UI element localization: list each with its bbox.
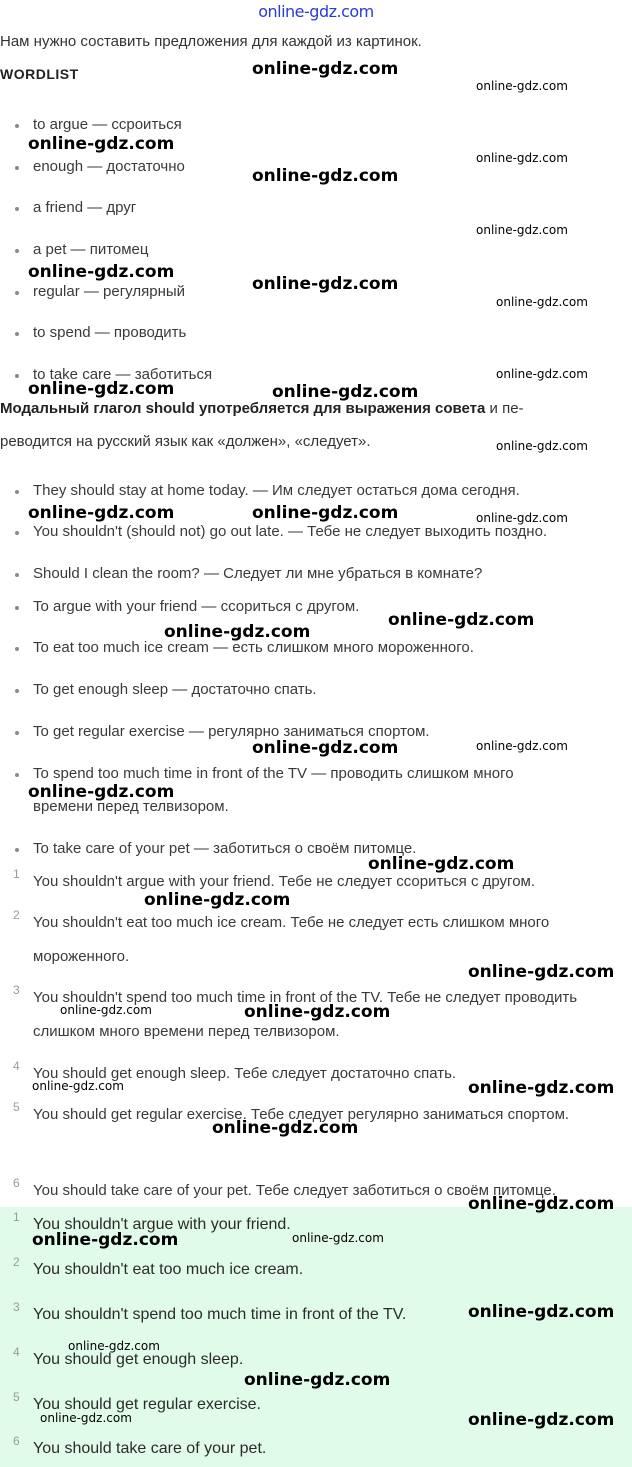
bullet-icon	[15, 332, 19, 336]
watermark: online-gdz.com	[476, 223, 568, 237]
watermark: online-gdz.com	[468, 1078, 615, 1098]
watermark: online-gdz.com	[252, 503, 399, 523]
watermark: online-gdz.com	[252, 738, 399, 758]
bullet-icon	[15, 848, 19, 852]
answers-panel: 1 You shouldn't argue with your friend. 2 You shouldn't eat too much ice cream. 3 You shouldn't spend too much time in front of the TV. 4 You should get enough sleep. 5 You should get regular exercise. 6 You should take care of your pet.	[0, 1207, 632, 1467]
watermark: online-gdz.com	[60, 1003, 152, 1017]
watermark: online-gdz.com	[212, 1118, 359, 1138]
watermark: online-gdz.com	[68, 1339, 160, 1353]
bullet-icon	[15, 773, 19, 777]
bullet-icon	[15, 374, 19, 378]
watermark: online-gdz.com	[40, 1411, 132, 1425]
watermark: online-gdz.com	[468, 1410, 615, 1430]
bullet-icon	[15, 689, 19, 693]
intro-text: Нам нужно составить предложения для каждой из картинок.	[0, 33, 422, 50]
watermark: online-gdz.com	[244, 1002, 391, 1022]
watermark: online-gdz.com	[252, 166, 399, 186]
watermark: online-gdz.com	[164, 622, 311, 642]
bullet-icon	[15, 249, 19, 253]
watermark: online-gdz.com	[292, 1231, 384, 1245]
watermark: online-gdz.com	[28, 379, 175, 399]
bullet-icon	[15, 490, 19, 494]
watermark: online-gdz.com	[32, 1079, 124, 1093]
watermark: online-gdz.com	[496, 367, 588, 381]
bullet-icon	[15, 166, 19, 170]
wordlist-title: WORDLIST	[0, 66, 79, 82]
watermark: online-gdz.com	[28, 262, 175, 282]
watermark: online-gdz.com	[468, 1194, 615, 1214]
bullet-icon	[15, 647, 19, 651]
watermark: online-gdz.com	[28, 503, 175, 523]
bullet-icon	[15, 531, 19, 535]
watermark: online-gdz.com	[476, 151, 568, 165]
watermark: online-gdz.com	[28, 134, 175, 154]
watermark: online-gdz.com	[388, 610, 535, 630]
watermark: online-gdz.com	[476, 739, 568, 753]
watermark: online-gdz.com	[476, 511, 568, 525]
grammar-rule-line1: Модальный глагол should употребляется для выражения совета и пе-	[0, 400, 524, 417]
watermark: online-gdz.com	[32, 1230, 179, 1250]
watermark: online-gdz.com	[368, 854, 515, 874]
bullet-icon	[15, 573, 19, 577]
watermark: online-gdz.com	[496, 439, 588, 453]
watermark: online-gdz.com	[272, 382, 419, 402]
watermark: online-gdz.com	[28, 782, 175, 802]
bullet-icon	[15, 606, 19, 610]
grammar-rule-line2: реводится на русский язык как «должен», «следует».	[0, 433, 371, 450]
bullet-icon	[15, 731, 19, 735]
watermark: online-gdz.com	[252, 274, 399, 294]
bullet-icon	[15, 291, 19, 295]
watermark: online-gdz.com	[144, 890, 291, 910]
bullet-icon	[15, 124, 19, 128]
bullet-icon	[15, 207, 19, 211]
watermark: online-gdz.com	[476, 79, 568, 93]
watermark: online-gdz.com	[468, 962, 615, 982]
header-watermark: online-gdz.com	[258, 2, 374, 21]
watermark: online-gdz.com	[468, 1302, 615, 1322]
watermark: online-gdz.com	[244, 1370, 391, 1390]
watermark: online-gdz.com	[252, 59, 399, 79]
watermark: online-gdz.com	[496, 295, 588, 309]
